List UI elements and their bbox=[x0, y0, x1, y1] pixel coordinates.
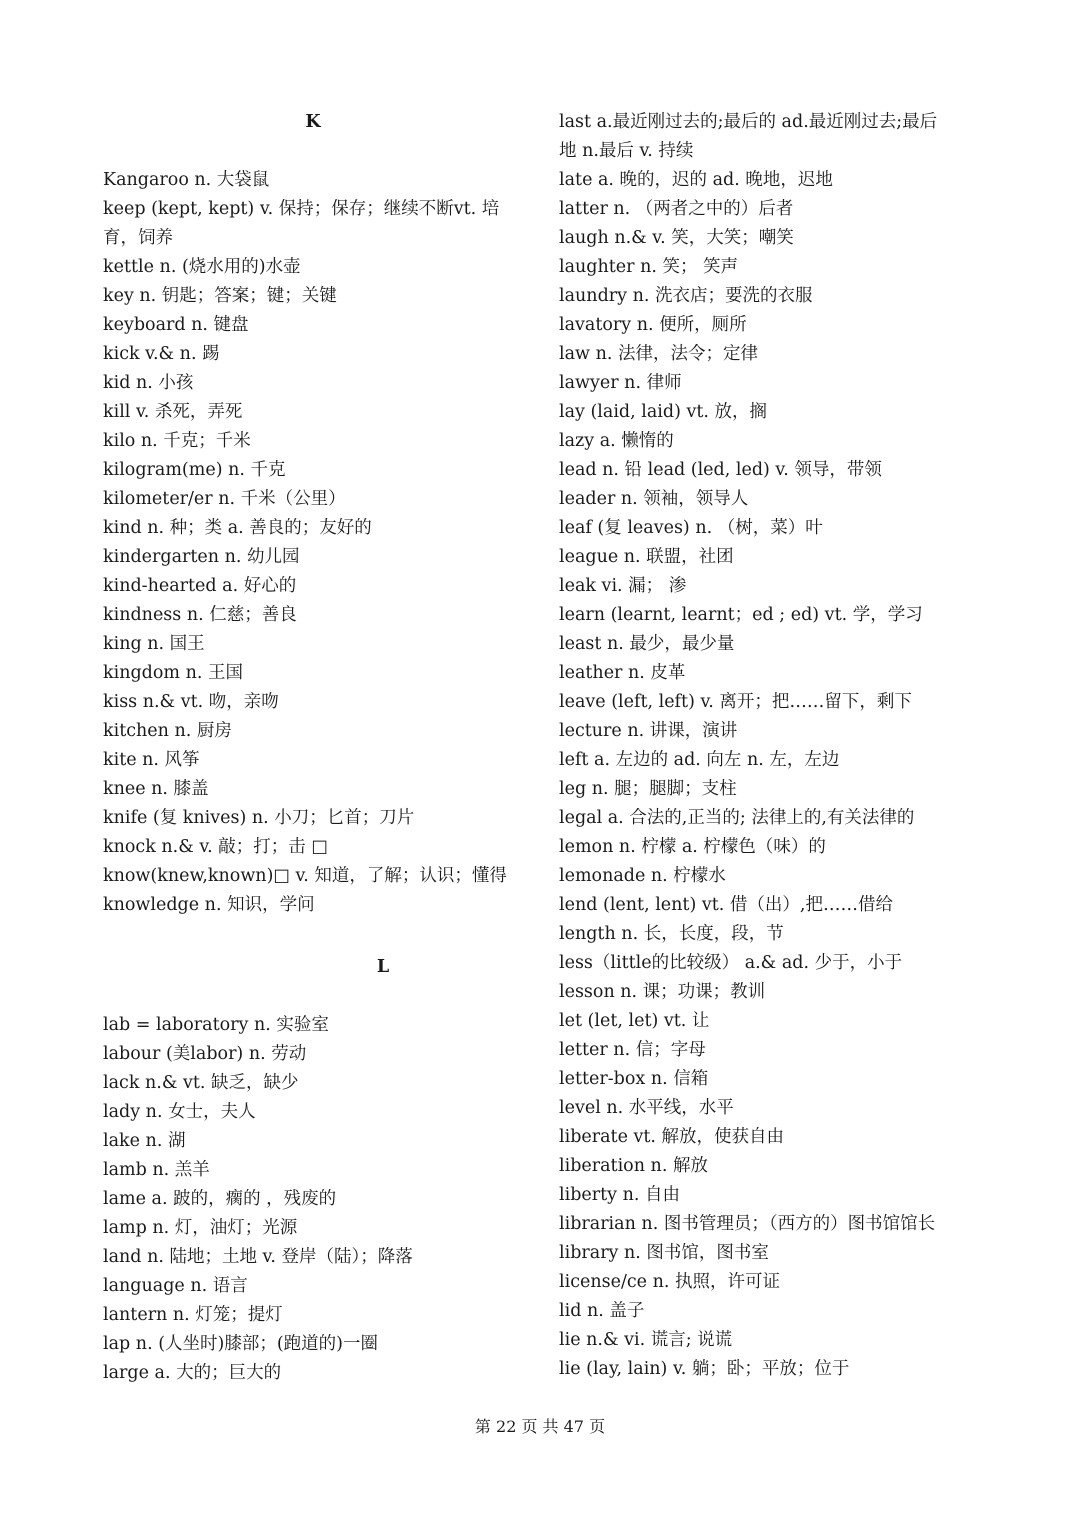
dictionary-entry-line: laundry n. 洗衣店；要洗的衣服 bbox=[559, 286, 813, 306]
dictionary-entry-line: knee n. 膝盖 bbox=[103, 779, 209, 799]
dictionary-entry-line: leg n. 腿；腿脚；支柱 bbox=[559, 779, 737, 799]
dictionary-entry-line: late a. 晚的，迟的 ad. 晚地，迟地 bbox=[559, 170, 833, 190]
dictionary-entry-line: Kangaroo n. 大袋鼠 bbox=[103, 170, 270, 190]
dictionary-entry-line: lie (lay, lain) v. 躺；卧；平放；位于 bbox=[559, 1359, 850, 1379]
section-heading-k: K bbox=[305, 112, 321, 132]
dictionary-entry-line: lame a. 跛的，瘸的 ，残废的 bbox=[103, 1189, 337, 1209]
right-column-entries bbox=[559, 108, 989, 1384]
dictionary-entry-line: lack n.& vt. 缺乏，缺少 bbox=[103, 1073, 299, 1093]
dictionary-entry-line: kettle n. (烧水用的)水壶 bbox=[103, 257, 301, 277]
dictionary-entry-line: lavatory n. 便所，厕所 bbox=[559, 315, 747, 335]
dictionary-entry-line: lid n. 盖子 bbox=[559, 1301, 645, 1321]
dictionary-entry-line: knock n.& v. 敲；打；击 □ bbox=[103, 837, 328, 857]
section-k bbox=[103, 108, 523, 137]
dictionary-entry-line: king n. 国王 bbox=[103, 634, 205, 654]
dictionary-entry-line: land n. 陆地；土地 v. 登岸（陆）；降落 bbox=[103, 1247, 413, 1267]
dictionary-entry-line: large a. 大的；巨大的 bbox=[103, 1363, 282, 1383]
dictionary-entry-line: league n. 联盟，社团 bbox=[559, 547, 734, 567]
dictionary-entry-line: leaf (复 leaves) n. （树，菜）叶 bbox=[559, 518, 823, 538]
dictionary-entry-line: laugh n.& v. 笑，大笑；嘲笑 bbox=[559, 228, 794, 248]
dictionary-entry-line: labour (美labor) n. 劳动 bbox=[103, 1044, 307, 1064]
dictionary-entry-line: last a.最近刚过去的;最后的 ad.最近刚过去;最后 bbox=[559, 112, 938, 132]
dictionary-entry-line: liberate vt. 解放，使获自由 bbox=[559, 1127, 785, 1147]
dictionary-entry-line: lesson n. 课；功课；教训 bbox=[559, 982, 766, 1002]
dictionary-entry-line: lead n. 铅 lead (led, led) v. 领导，带领 bbox=[559, 460, 882, 480]
dictionary-entry-line: kind n. 种；类 a. 善良的；友好的 bbox=[103, 518, 372, 538]
dictionary-entry-line: knowledge n. 知识，学问 bbox=[103, 895, 315, 915]
dictionary-entry-line: kindergarten n. 幼儿园 bbox=[103, 547, 300, 567]
dictionary-entry-line: level n. 水平线，水平 bbox=[559, 1098, 734, 1118]
dictionary-entry-line: kind-hearted a. 好心的 bbox=[103, 576, 297, 596]
dictionary-entry-line: librarian n. 图书管理员；（西方的）图书馆馆长 bbox=[559, 1214, 936, 1234]
dictionary-entry-line: lecture n. 讲课，演讲 bbox=[559, 721, 738, 741]
dictionary-entry-line: left a. 左边的 ad. 向左 n. 左，左边 bbox=[559, 750, 840, 770]
dictionary-entry-line: language n. 语言 bbox=[103, 1276, 248, 1296]
dictionary-entry-line: leader n. 领袖，领导人 bbox=[559, 489, 749, 509]
dictionary-entry-line: letter-box n. 信箱 bbox=[559, 1069, 709, 1089]
section-l bbox=[103, 953, 523, 982]
section-heading-l: L bbox=[376, 957, 390, 977]
section-k-entries bbox=[103, 166, 523, 920]
dictionary-entry-line: kick v.& n. 踢 bbox=[103, 344, 220, 364]
dictionary-entry-line: lend (lent, lent) vt. 借（出）,把……借给 bbox=[559, 895, 893, 915]
dictionary-entry-line: length n. 长，长度，段，节 bbox=[559, 924, 784, 944]
dictionary-entry-line: lady n. 女士，夫人 bbox=[103, 1102, 256, 1122]
dictionary-entry-line: kilo n. 千克；千米 bbox=[103, 431, 251, 451]
dictionary-entry-line: kid n. 小孩 bbox=[103, 373, 194, 393]
dictionary-entry-line: lemon n. 柠檬 a. 柠檬色（味）的 bbox=[559, 837, 826, 857]
dictionary-entry-line: least n. 最少，最少量 bbox=[559, 634, 735, 654]
dictionary-entry-line: lap n. (人坐时)膝部；(跑道的)一圈 bbox=[103, 1334, 379, 1354]
dictionary-entry-line: kingdom n. 王国 bbox=[103, 663, 243, 683]
dictionary-entry-line: kindness n. 仁慈；善良 bbox=[103, 605, 297, 625]
section-l-entries bbox=[103, 1011, 523, 1388]
dictionary-entry-line: lab = laboratory n. 实验室 bbox=[103, 1015, 329, 1035]
dictionary-entry-line: lake n. 湖 bbox=[103, 1131, 186, 1151]
dictionary-entry-line: liberation n. 解放 bbox=[559, 1156, 708, 1176]
dictionary-entry-line: let (let, let) vt. 让 bbox=[559, 1011, 710, 1031]
dictionary-entry-line: keep (kept, kept) v. 保持；保存；继续不断vt. 培 bbox=[103, 199, 500, 219]
page-number-footer: 第 22 页 共 47 页 bbox=[474, 1417, 606, 1436]
dictionary-entry-line: lamb n. 羔羊 bbox=[103, 1160, 210, 1180]
dictionary-entry-line: kill v. 杀死，弄死 bbox=[103, 402, 243, 422]
dictionary-entry-line: kilometer/er n. 千米（公里） bbox=[103, 489, 346, 509]
dictionary-entry-line: kitchen n. 厨房 bbox=[103, 721, 232, 741]
dictionary-entry-line: kite n. 风筝 bbox=[103, 750, 200, 770]
dictionary-entry-line: lantern n. 灯笼；提灯 bbox=[103, 1305, 283, 1325]
dictionary-entry-line: learn (learnt, learnt；ed ; ed) vt. 学，学习 bbox=[559, 605, 923, 625]
dictionary-entry-line: license/ce n. 执照，许可证 bbox=[559, 1272, 780, 1292]
dictionary-entry-line: latter n. （两者之中的）后者 bbox=[559, 199, 794, 219]
dictionary-entry-line: lazy a. 懒惰的 bbox=[559, 431, 674, 451]
dictionary-entry-line: lamp n. 灯，油灯；光源 bbox=[103, 1218, 298, 1238]
dictionary-entry-line: library n. 图书馆，图书室 bbox=[559, 1243, 769, 1263]
dictionary-entry-line: kiss n.& vt. 吻，亲吻 bbox=[103, 692, 279, 712]
dictionary-entry-line: key n. 钥匙；答案；键；关键 bbox=[103, 286, 337, 306]
dictionary-entry-line: lie n.& vi. 谎言; 说谎 bbox=[559, 1330, 733, 1350]
dictionary-entry-line: 育，饲养 bbox=[103, 228, 173, 248]
dictionary-entry-line: lemonade n. 柠檬水 bbox=[559, 866, 726, 886]
dictionary-entry-line: keyboard n. 键盘 bbox=[103, 315, 249, 335]
dictionary-entry-line: 地 n.最后 v. 持续 bbox=[559, 141, 694, 161]
dictionary-entry-line: leave (left, left) v. 离开；把……留下，剩下 bbox=[559, 692, 912, 712]
dictionary-entry-line: liberty n. 自由 bbox=[559, 1185, 680, 1205]
dictionary-entry-line: lay (laid, laid) vt. 放，搁 bbox=[559, 402, 768, 422]
dictionary-entry-line: kilogram(me) n. 千克 bbox=[103, 460, 286, 480]
dictionary-entry-line: lawyer n. 律师 bbox=[559, 373, 682, 393]
dictionary-entry-line: legal a. 合法的,正当的; 法律上的,有关法律的 bbox=[559, 808, 915, 828]
dictionary-entry-line: laughter n. 笑； 笑声 bbox=[559, 257, 739, 277]
dictionary-entry-line: know(knew,known)□ v. 知道，了解；认识；懂得 bbox=[103, 866, 507, 886]
dictionary-entry-line: less（little的比较级） a.& ad. 少于，小于 bbox=[559, 953, 903, 973]
dictionary-entry-line: leak vi. 漏； 渗 bbox=[559, 576, 687, 596]
dictionary-entry-line: letter n. 信；字母 bbox=[559, 1040, 706, 1060]
dictionary-entry-line: knife (复 knives) n. 小刀；匕首；刀片 bbox=[103, 808, 415, 828]
dictionary-entry-line: leather n. 皮革 bbox=[559, 663, 686, 683]
dictionary-entry-line: law n. 法律，法令；定律 bbox=[559, 344, 758, 364]
